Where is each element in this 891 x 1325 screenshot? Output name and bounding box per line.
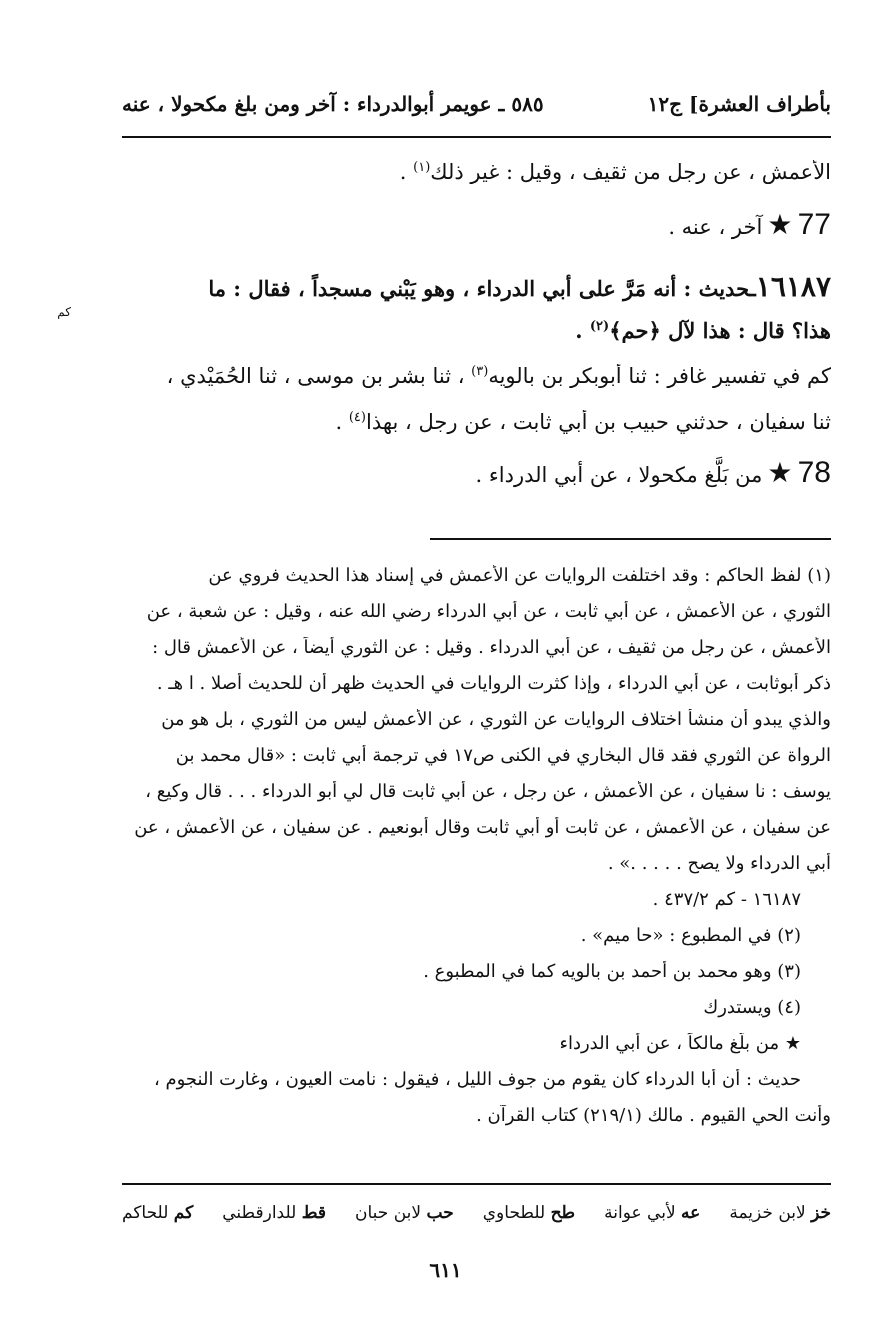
footnote-1-line: يوسف : نا سفيان ، عن الأعمش ، عن رجل ، عن أبي ثابت قال لي أبو الدرداء . . . قال وكيع ، xyxy=(145,781,831,802)
entry-77 xyxy=(122,208,831,242)
siglum-item: كم للحاكم xyxy=(122,1203,194,1223)
hadith-number: ١٦١٨٧ xyxy=(755,270,831,303)
footnote-1-line: الثوري ، عن الأعمش ، عن أبي ثابت ، عن أبي الدرداء رضي الله عنه ، وقيل : عن شعبة ، عن xyxy=(146,601,831,622)
running-header xyxy=(122,86,831,122)
footnote-ref: (٢) xyxy=(589,319,610,334)
header-rule xyxy=(122,136,831,138)
sigla-legend xyxy=(122,1198,831,1228)
footnote-1-line: (١) لفظ الحاكم : وقد اختلفت الروايات عن الأعمش في إسناد هذا الحديث فروي عن xyxy=(208,565,831,586)
source-line-1: كم في تفسير غافر : ثنا أبوبكر بن بالويه$^{(٣)}$ ، ثنا بشر بن موسى ، ثنا الحُمَيْدي ، xyxy=(166,364,831,388)
footnote-4: (٤) ويستدرك xyxy=(703,997,801,1018)
footnote-1-line: أبي الدرداء ولا يصح . . . . .» . xyxy=(607,853,831,874)
star-icon: ★ xyxy=(767,456,793,489)
footnote-1-line: الرواة عن الثوري فقد قال البخاري في الكنى ص١٧ في ترجمة أبي ثابت : «قال محمد بن xyxy=(175,745,831,766)
footnote-1-line: الأعمش ، عن رجل من ثقيف ، عن أبي الدرداء . وقيل : عن الثوري أيضاً ، عن الأعمش قال : xyxy=(152,637,831,658)
siglum-item: حب لابن حبان xyxy=(355,1203,454,1223)
header-volume-title: بأطراف العشرة] ج١٢ xyxy=(647,92,831,116)
footnote-ref: (٤) xyxy=(348,410,366,425)
margin-mark-kam: كم xyxy=(57,305,71,319)
footnote-3: (٣) وهو محمد بن أحمد بن بالويه كما في المطبوع . xyxy=(423,961,801,982)
sigla-rule xyxy=(122,1183,831,1185)
footnote-separator xyxy=(430,538,831,540)
footnote-1-line: عن سفيان ، عن الأعمش ، عن ثابت أو أبي ثابت وقال أبونعيم . عن سفيان ، عن الأعمش ، عن xyxy=(134,817,831,838)
hadith-heading-line-2: هذا؟ قال : هذا لآل ﴿حم﴾$^{(٢)}$ . xyxy=(575,318,831,343)
star-icon: ★ xyxy=(767,208,793,241)
siglum-item: عه لأبي عوانة xyxy=(604,1203,701,1223)
body-line-1: الأعمش ، عن رجل من ثقيف ، وقيل : غير ذلك$^{(١)}$ . xyxy=(399,160,831,184)
footnote-1-line: ١٦١٨٧ - كم ٤٣٧/٢ . xyxy=(652,889,801,910)
footnote-ref: (٣) xyxy=(471,364,489,379)
entry-78 xyxy=(122,456,831,490)
source-line-2: ثنا سفيان ، حدثني حبيب بن أبي ثابت ، عن رجل ، بهذا$^{(٤)}$ . xyxy=(335,410,831,434)
page-number: ٦١١ xyxy=(429,1258,462,1282)
hadith-line: حديث : أن أبا الدرداء كان يقوم من جوف الليل ، فيقول : نامت العيون ، وغارت النجوم ، xyxy=(153,1069,801,1090)
footnote-ref: (١) xyxy=(413,160,431,175)
footnote-1-line: ذكر أبوثابت ، عن أبي الدرداء ، وإذا كثرت الروايات في الحديث ظهر أن للحديث أصلا . ا هـ . xyxy=(156,673,831,694)
hadith-heading-text: ـحديث : أنه مَرَّ على أبي الدرداء ، وهو يَبْني مسجداً ، فقال : ما xyxy=(208,276,756,301)
entry-number: 78 xyxy=(797,456,831,489)
hadith-line: وأنت الحي القيوم . مالك (٢١٩/١) كتاب القرآن . xyxy=(476,1105,831,1126)
footnote-2: (٢) في المطبوع : «حا ميم» . xyxy=(580,925,801,946)
header-chapter-title: ٥٨٥ ـ عويمر أبوالدرداء : آخر ومن بلغ مكحولا ، عنه xyxy=(122,92,544,116)
entry-text: آخر ، عنه . xyxy=(668,215,763,239)
siglum-item: طح للطحاوي xyxy=(482,1203,576,1223)
siglum-item: خز لابن خزيمة xyxy=(729,1203,831,1223)
entry-number: 77 xyxy=(797,208,831,241)
siglum-item: قط للدارقطني xyxy=(222,1203,326,1223)
star-entry: ★ من بلّغ مالكاً ، عن أبي الدرداء xyxy=(559,1033,801,1054)
hadith-heading-line-1 xyxy=(122,270,831,303)
footnote-1-line: والذي يبدو أن منشأ اختلاف الروايات عن الثوري ، عن الأعمش ليس من الثوري ، بل هو من xyxy=(161,709,831,730)
entry-text: من بَلَّغ مكحولا ، عن أبي الدرداء . xyxy=(475,463,763,487)
